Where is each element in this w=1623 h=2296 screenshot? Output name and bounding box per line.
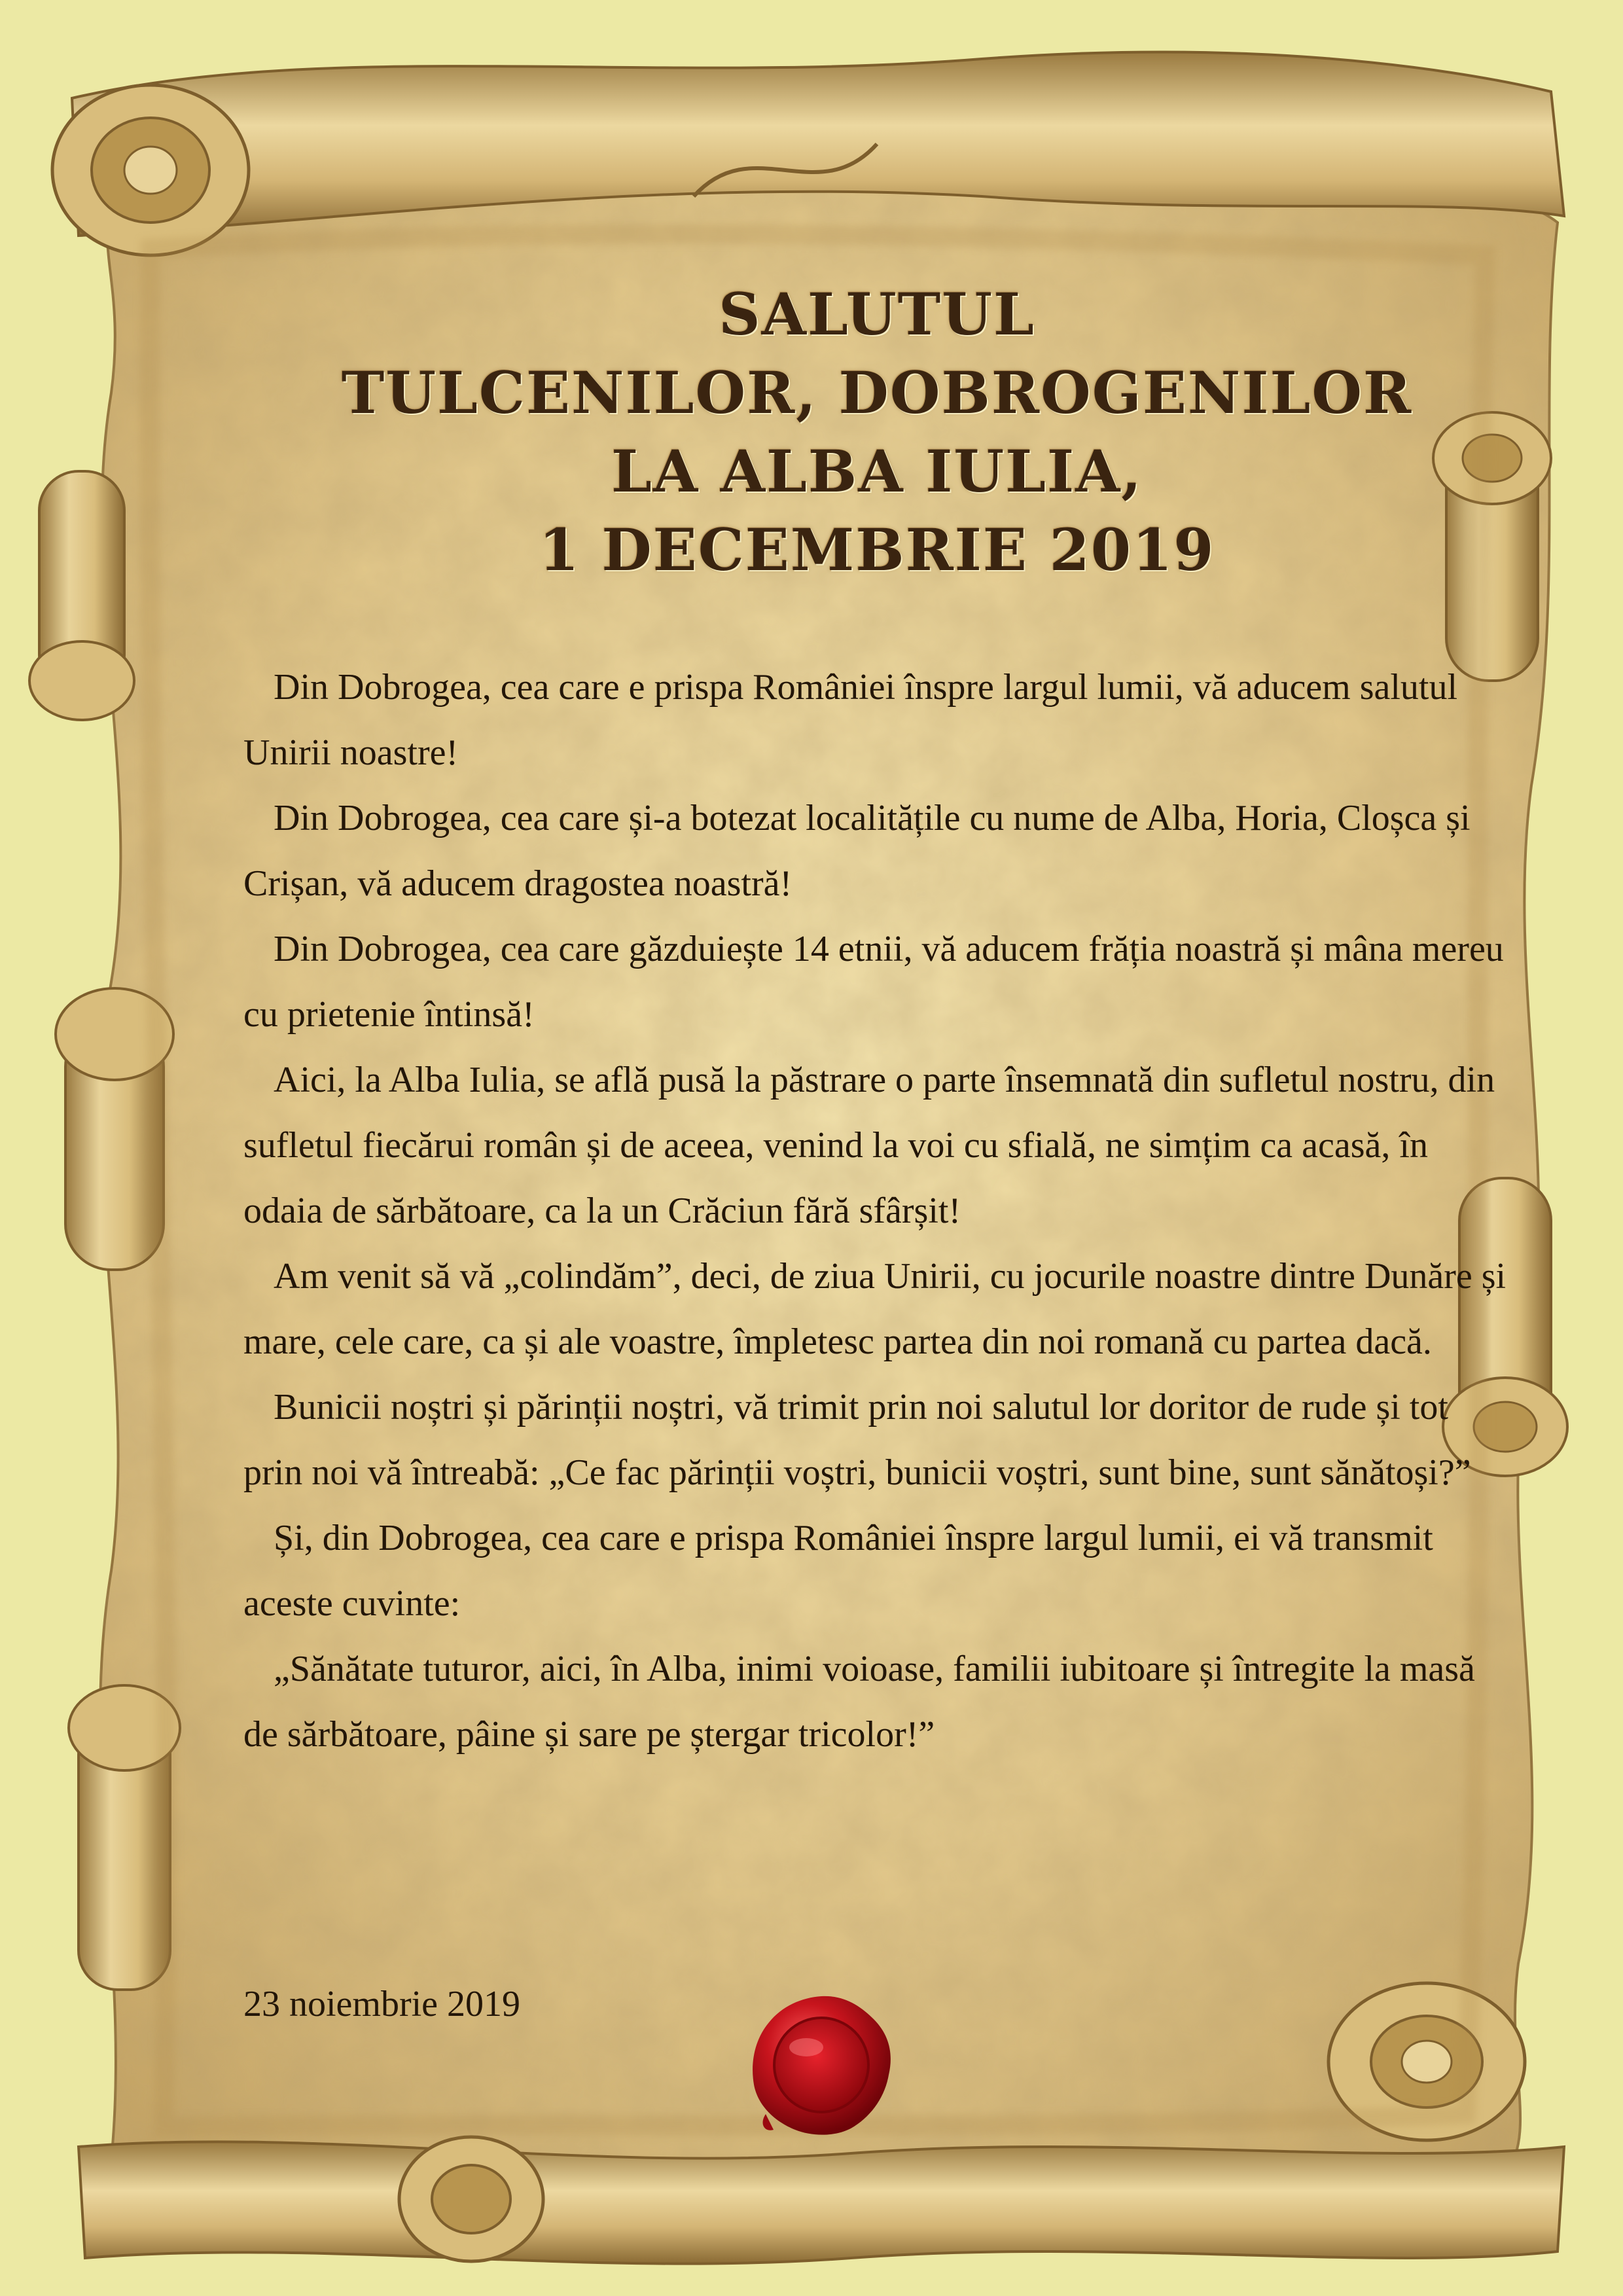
letter-body xyxy=(243,655,1513,1767)
wax-seal-icon xyxy=(746,1990,897,2140)
paragraph: „Sănătate tuturor, aici, în Alba, inimi voioase, familii iubitoare și întregite la masă de sărbătoare, pâine și sare pe ștergar tricolor!” xyxy=(243,1649,1475,1755)
document-title xyxy=(223,275,1531,589)
letter-date: 23 noiembrie 2019 xyxy=(243,1984,521,2024)
paragraph: Din Dobrogea, cea care e prispa României înspre largul lumii, vă aducem salutul Unirii noastre! xyxy=(243,667,1458,773)
title-line-3: LA ALBA IULIA, xyxy=(611,437,1143,505)
title-line-1: SALUTUL xyxy=(719,280,1035,348)
paragraph: Am venit să vă „colindăm”, deci, de ziua Unirii, cu jocurile noastre dintre Dunăre și mare, cele care, ca și ale voastre, împletesc partea din noi romană cu partea dacă. xyxy=(243,1256,1507,1362)
title-line-4: 1 DECEMBRIE 2019 xyxy=(539,516,1215,584)
paragraph: Din Dobrogea, cea care găzduiește 14 etnii, vă aducem frăția noastră și mâna mereu cu prietenie întinsă! xyxy=(243,929,1504,1035)
paragraph: Bunicii noștri și părinții noștri, vă trimit prin noi salutul lor doritor de rude și tot prin noi vă întreabă: „Ce fac părinții voștri, bunicii voștri, sunt bine, sunt sănătoși?” xyxy=(243,1387,1471,1493)
paragraph: Și, din Dobrogea, cea care e prispa României înspre largul lumii, ei vă transmit aceste cuvinte: xyxy=(243,1518,1433,1624)
title-line-2: TULCENILOR, DOBROGENILOR xyxy=(341,359,1413,427)
paragraph: Din Dobrogea, cea care și-a botezat localitățile cu nume de Alba, Horia, Cloșca și Crișan, vă aducem dragostea noastră! xyxy=(243,798,1471,904)
paragraph: Aici, la Alba Iulia, se află pusă la păstrare o parte însemnată din sufletul nostru, din sufletul fiecărui român și de aceea, venind la voi cu sfială, ne simțim ca acasă, în odaia de sărbătoare, ca la un Crăciun fără sfârșit! xyxy=(243,1060,1495,1231)
